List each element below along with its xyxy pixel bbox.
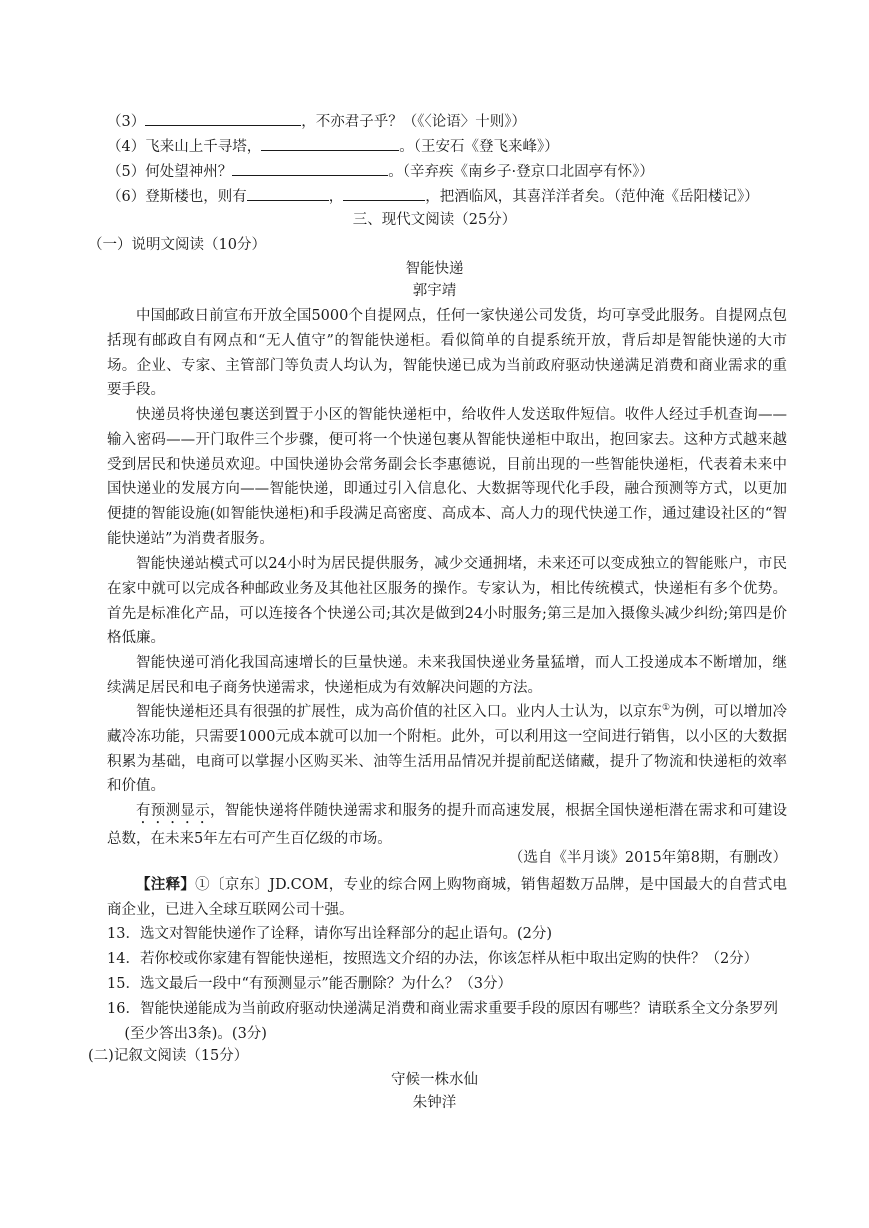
blank-item-5 [107, 160, 654, 182]
article-paragraph: 中国邮政日前宣布开放全国5000个自提网点，任何一家快递公司发货，均可享受此服务。自提网点包括现有邮政自有网点和“无人值守”的智能快递柜。看似简单的自提系统开放，背后却是智能快递的大市场。企业、专家、主管部门等负责人均认为，智能快递已成为当前政府驱动快递满足消费和商业需求的重要手段。 [107, 308, 787, 399]
item-text: 。（王安石《登飞来峰》） [399, 139, 559, 155]
article-paragraph: 智能快递柜还具有很强的扩展性，成为高价值的社区入口。业内人士认为，以京东①为例，可以增加冷藏冷冻功能，只需要1000元成本就可以加一个附柜。此外，可以利用这一空间进行销售，以小区的大数据积累为基础，电商可以掌握小区购买米、油等生活用品情况并提前配送储藏，提升了物流和快递柜的效率和价值。 [107, 703, 788, 795]
item-number: （4） [107, 139, 146, 155]
part-title: （一）说明文阅读（10分） [88, 237, 266, 253]
article-paragraph: 智能快递站模式可以24小时为居民提供服务，减少交通拥堵，未来还可以变成独立的智能账户，市民在家中就可以完成各种邮政业务及其他社区服务的操作。专家认为，相比传统模式，快递柜有多个优势。首先是标准化产品，可以连接各个快递公司;其次是做到24小时服务;第三是加入摄像头减少纠纷;第四是价格低廉。 [107, 556, 787, 647]
article-paragraph: 快递员将快递包裹送到置于小区的智能快递柜中，给收件人发送取件短信。收件人经过手机查询——输入密码——开门取件三个步骤，便可将一个快递包裹从智能快递柜中取出，抱回家去。这种方式越来越受到居民和快递员欢迎。中国快递协会常务副会长李惠德说，目前出现的一些智能快递柜，代表着未来中国快递业的发展方向——智能快递，即通过引入信息化、大数据等现代化手段，融合预测等方式，以更加便捷的智能设施(如智能快递柜)和手段满足高密度、高成本、高人力的现代快递工作，通过建设社区的“智能快递站”为消费者服务。 [107, 407, 787, 547]
answer-blank[interactable] [232, 160, 388, 176]
item-text: ，把酒临风，其喜洋洋者矣。（范仲淹《岳阳楼记》） [425, 189, 759, 205]
emphasized-phrase: 有预测显示 [136, 803, 211, 819]
footnote: 【注释】①〔京东〕JD.COM，专业的综合网上购物商城，销售超数万品牌，是中国最大的自营式电商企业，已进入全球互联网公司十强。 [107, 876, 788, 918]
blank-item-6 [107, 185, 759, 207]
item-number: （6） [107, 189, 146, 205]
article-source: （选自《半月谈》2015年第8期，有删改） [508, 850, 787, 866]
article-author: 郭宇靖 [412, 283, 457, 299]
article-title: 守候一株水仙 [391, 1072, 478, 1088]
article-paragraph: 有预测显示，智能快递将伴随快递需求和服务的提升而高速发展，根据全国快递柜潜在需求和可建设总数，在未来5年左右可产生百亿级的市场。 [107, 803, 788, 847]
answer-blank[interactable] [261, 135, 399, 151]
item-number: （3） [107, 114, 146, 130]
article-title: 智能快递 [405, 261, 464, 277]
question-13: 13．选文对智能快递作了诠释，请你写出诠释部分的起止语句。(2分) [107, 926, 552, 942]
item-text: ，不亦君子乎？（《〈论语〉十则》） [301, 114, 526, 130]
blank-item-4 [107, 135, 559, 157]
item-text: 登斯楼也，则有 [145, 189, 247, 205]
question-16: 16．智能快递能成为当前政府驱动快递满足消费和商业需求重要手段的原因有哪些？请联系全文分条罗列(至少答出3条)。(3分) [107, 1001, 778, 1042]
answer-blank[interactable] [145, 110, 301, 126]
item-text: 飞来山上千寻塔， [145, 139, 262, 155]
item-text: 。（辛弃疾《南乡子·登京口北固亭有怀》） [388, 164, 654, 180]
item-number: （5） [107, 164, 146, 180]
answer-blank[interactable] [343, 185, 425, 201]
question-14: 14．若你校或你家建有智能快递柜，按照选文介绍的办法，你该怎样从柜中取出定购的快件？（2分） [107, 951, 759, 967]
footnote-label: 【注释】 [136, 876, 196, 893]
article-author: 朱钟洋 [412, 1095, 457, 1111]
footnote-marker: ① [662, 703, 671, 714]
part-title: (二)记叙文阅读（15分） [88, 1048, 249, 1064]
answer-blank[interactable] [247, 185, 329, 201]
question-15: 15．选文最后一段中“有预测显示”能否删除？为什么？（3分） [107, 976, 512, 992]
section-title: 三、现代文阅读（25分） [352, 212, 517, 228]
item-text: 何处望神州？ [145, 164, 233, 180]
item-text: ， [328, 189, 344, 205]
article-paragraph: 智能快递可消化我国高速增长的巨量快递。未来我国快递业务量猛增，而人工投递成本不断增加，继续满足居民和电子商务快递需求，快递柜成为有效解决问题的方法。 [107, 655, 787, 696]
blank-item-3 [107, 110, 526, 132]
